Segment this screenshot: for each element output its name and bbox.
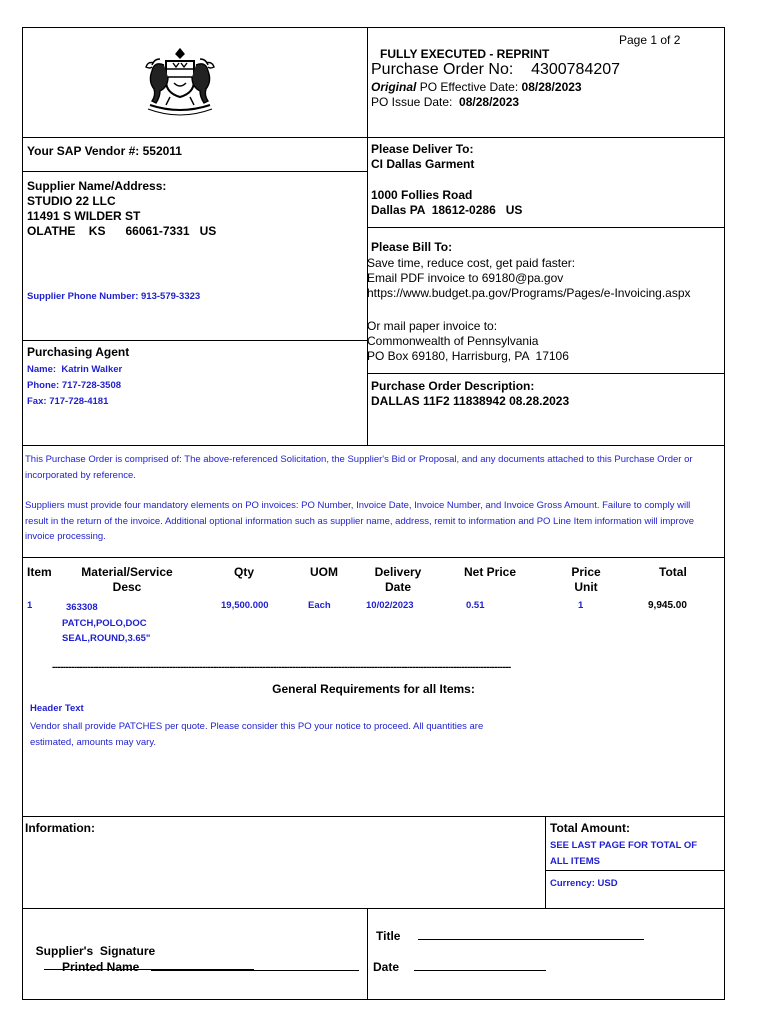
agent-phone: 717-728-3508	[61, 380, 122, 391]
po-number-label: Purchase Order No:	[371, 61, 514, 78]
supplier-country: US	[199, 224, 217, 238]
total-note-1: SEE LAST PAGE FOR TOTAL OF	[550, 840, 698, 851]
effective-prefix: Original	[371, 80, 417, 94]
col-header-delivery	[362, 565, 434, 595]
supplier-phone-line	[27, 291, 200, 303]
printed-name-label: Printed Name	[62, 960, 140, 974]
effective-date: 08/28/2023	[521, 80, 582, 94]
row-1-desc-1: PATCH,POLO,DOC	[62, 617, 147, 629]
requirements-line-1: Vendor shall provide PATCHES per quote. Please consider this PO your notice to proceed. All quantities are	[30, 721, 484, 732]
header-text-label: Header Text	[30, 703, 84, 714]
effective-label: PO Effective Date:	[419, 80, 519, 94]
agent-phone-line	[27, 378, 122, 394]
printed-name-row	[62, 960, 359, 975]
sap-vendor-label: Your SAP Vendor #:	[27, 144, 140, 158]
total-note	[550, 838, 697, 870]
issue-date-line	[371, 95, 519, 110]
title-label: Title	[376, 929, 401, 943]
rule-footer-bottom	[22, 908, 725, 909]
po-number: 4300784207	[531, 61, 621, 78]
row-1-qty: 19,500.000	[221, 600, 269, 611]
requirements-text	[30, 719, 483, 751]
row-1-desc-2: SEAL,ROUND,3.65"	[62, 633, 151, 644]
row-1-material-number: 363308	[66, 602, 98, 613]
printed-name-field[interactable]	[151, 970, 359, 971]
col-header-total: Total	[659, 565, 687, 579]
supplier-heading: Supplier Name/Address:	[27, 179, 167, 193]
agent-name-line	[27, 362, 122, 378]
bill-line-1: Save time, reduce cost, get paid faster:	[367, 256, 576, 270]
bill-line-4: Or mail paper invoice to:	[367, 319, 498, 333]
col-header-price-unit-1: Price	[571, 565, 601, 579]
currency-label: Currency:	[550, 878, 595, 889]
agent-name-label: Name:	[27, 364, 57, 375]
bill-line-2: Email PDF invoice to 69180@pa.gov	[367, 271, 564, 285]
col-header-delivery-2: Date	[384, 580, 411, 594]
supplier-street: 11491 S WILDER ST	[27, 209, 141, 223]
issue-date: 08/28/2023	[459, 95, 520, 109]
bill-line-3: https://www.budget.pa.gov/Programs/Pages/e-Invoicing.aspx	[367, 286, 691, 300]
supplier-address	[27, 179, 216, 239]
supplier-phone: 913-579-3323	[141, 291, 201, 302]
deliver-city-line: Dallas PA 18612-0286 US	[371, 203, 523, 217]
date-field[interactable]	[414, 970, 546, 971]
deliver-block	[371, 142, 522, 218]
date-label: Date	[373, 960, 400, 974]
row-1-uom: Each	[308, 600, 331, 611]
supplier-signature-label: Supplier's Signature	[35, 944, 156, 958]
col-header-material-2: Desc	[112, 580, 142, 594]
bill-line-5: Commonwealth of Pennsylvania	[367, 334, 539, 348]
deliver-name: CI Dallas Garment	[371, 157, 475, 171]
col-header-net-price: Net Price	[464, 565, 517, 579]
issue-label: PO Issue Date:	[371, 95, 453, 109]
deliver-street: 1000 Follies Road	[371, 188, 473, 202]
rule-sap-bottom	[22, 171, 367, 172]
rule-center-vertical	[367, 27, 368, 445]
rule-total-vertical	[545, 816, 546, 908]
description-text: DALLAS 11F2 11838942 08.28.2023	[371, 394, 570, 408]
effective-date-line	[371, 80, 582, 95]
supplier-city: OLATHE	[27, 224, 76, 238]
rule-items-bottom	[22, 816, 725, 817]
agent-phone-label: Phone:	[27, 380, 60, 391]
bill-line-6: PO Box 69180, Harrisburg, PA 17106	[367, 349, 569, 363]
state-seal	[140, 47, 220, 119]
agent-details	[27, 362, 122, 410]
total-amount-label: Total Amount:	[550, 821, 630, 835]
rule-bill-bottom	[367, 373, 725, 374]
col-header-price-unit-2: Unit	[574, 580, 598, 594]
rule-signature-vertical	[367, 908, 368, 1000]
row-1-total: 9,945.00	[648, 600, 687, 611]
description-block	[371, 379, 569, 409]
information-label: Information:	[25, 821, 95, 835]
supplier-name: STUDIO 22 LLC	[27, 194, 116, 208]
bill-heading: Please Bill To:	[371, 240, 453, 254]
col-header-uom: UOM	[310, 565, 338, 579]
coat-of-arms-icon	[140, 47, 220, 119]
date-row	[373, 960, 546, 975]
rule-currency-top	[545, 870, 725, 871]
requirements-heading: General Requirements for all Items:	[272, 682, 475, 696]
supplier-zip: 66061-7331	[125, 224, 190, 238]
row-1-delivery-date: 10/02/2023	[366, 600, 414, 611]
title-row	[376, 929, 644, 944]
rule-deliver-bottom	[367, 227, 725, 228]
col-header-material-1: Material/Service	[81, 565, 173, 579]
supplier-state: KS	[88, 224, 106, 238]
col-header-price-unit	[560, 565, 612, 595]
page-indicator: Page 1 of 2	[619, 33, 681, 47]
total-note-2: ALL ITEMS	[550, 856, 600, 867]
agent-fax-line	[27, 394, 122, 410]
rule-header-bottom	[22, 137, 725, 138]
agent-name: Katrin Walker	[61, 364, 123, 375]
deliver-heading: Please Deliver To:	[371, 142, 474, 156]
col-header-qty: Qty	[234, 565, 255, 579]
currency-line	[550, 878, 618, 890]
col-header-item: Item	[27, 565, 52, 579]
row-1-net-price: 0.51	[466, 600, 485, 611]
row-1-item: 1	[27, 600, 33, 611]
requirements-line-2: estimated, amounts may vary.	[30, 737, 157, 748]
agent-fax-label: Fax:	[27, 396, 47, 407]
agent-heading: Purchasing Agent	[27, 345, 130, 359]
row-1-price-unit: 1	[578, 600, 584, 611]
terms-paragraph-1: This Purchase Order is comprised of: The above-referenced Solicitation, the Supplier's Bid or Proposal, and any documents attached to this Purchase Order or incorporated by reference.	[25, 454, 693, 481]
currency-value: USD	[597, 878, 618, 889]
terms-paragraph-2: Suppliers must provide four mandatory elements on PO invoices: PO Number, Invoice Date, Invoice Number, and Invoice Gross Amount. Failure to comply will result in the return of the invoice. Additional optional information such as supplier name, address, remit to information and PO Line Item information will improve invoice processing.	[25, 500, 695, 542]
bill-block	[367, 256, 691, 364]
rule-supplier-bottom	[22, 340, 367, 341]
supplier-phone-label: Supplier Phone Number:	[27, 291, 139, 302]
description-heading: Purchase Order Description:	[371, 379, 535, 393]
po-status: FULLY EXECUTED - REPRINT	[380, 47, 550, 61]
title-field[interactable]	[418, 939, 644, 940]
sap-vendor-line	[27, 144, 182, 159]
row-1-material	[62, 600, 150, 647]
requirements-divider: ------------------------------------------------------------------------------------------------------------------------------------------------------------------------	[52, 662, 511, 673]
sap-vendor-number: 552011	[142, 144, 182, 158]
col-header-delivery-1: Delivery	[374, 565, 422, 579]
rule-upper-section-bottom	[22, 445, 725, 446]
rule-terms-bottom	[22, 557, 725, 558]
col-header-material	[62, 565, 192, 595]
agent-fax: 717-728-4181	[49, 396, 109, 407]
supplier-city-line	[27, 224, 216, 239]
po-number-line	[371, 61, 620, 79]
